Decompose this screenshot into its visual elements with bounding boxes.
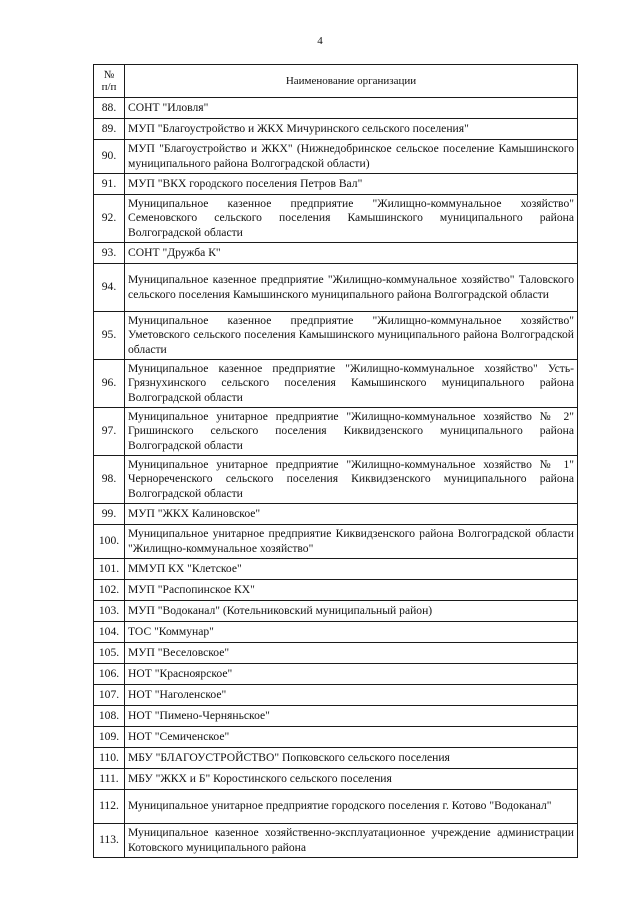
organization-name: МУП "ЖКХ Калиновское": [125, 504, 578, 525]
row-number: 109.: [94, 727, 125, 748]
row-number: 95.: [94, 312, 125, 360]
organization-name: МУП "Веселовское": [125, 643, 578, 664]
table-row: [94, 243, 578, 264]
table-row: [94, 408, 578, 456]
organization-name: МУП "Благоустройство и ЖКХ Мичуринского сельского поселения": [125, 119, 578, 140]
row-number: 104.: [94, 622, 125, 643]
table-row: [94, 769, 578, 790]
organization-name: НОТ "Пимено-Черняньское": [125, 706, 578, 727]
organization-name: МУП "ВКХ городского поселения Петров Вал": [125, 174, 578, 195]
organizations-table: [93, 64, 578, 858]
organization-name: МУП "Распопинское КХ": [125, 580, 578, 601]
organization-name: Муниципальное унитарное предприятие "Жилищно-коммунальное хозяйство № 2" Гришинского сельского поселения Киквидзенского муниципального района Волгоградской области: [125, 408, 578, 456]
table-row: [94, 664, 578, 685]
header-number-cell: [94, 65, 125, 98]
table-header-row: [94, 65, 578, 98]
row-number: 102.: [94, 580, 125, 601]
organization-name: Муниципальное казенное предприятие "Жилищно-коммунальное хозяйство" Семеновского сельского поселения Камышинского муниципального района Волгоградской области: [125, 195, 578, 243]
table-row: [94, 98, 578, 119]
organization-name: Муниципальное казенное хозяйственно-эксплуатационное учреждение администрации Котовского муниципального района: [125, 824, 578, 858]
row-number: 101.: [94, 559, 125, 580]
table-row: [94, 580, 578, 601]
row-number: 112.: [94, 790, 125, 824]
organization-name: Муниципальное казенное предприятие "Жилищно-коммунальное хозяйство" Уметовского сельского поселения Камышинского муниципального района Волгоградской области: [125, 312, 578, 360]
row-number: 103.: [94, 601, 125, 622]
row-number: 99.: [94, 504, 125, 525]
header-number-abbr: п/п: [101, 81, 117, 93]
table-row: [94, 706, 578, 727]
organization-name: Муниципальное унитарное предприятие Киквидзенского района Волгоградской области "Жилищно-коммунальное хозяйство": [125, 525, 578, 559]
table-row: [94, 312, 578, 360]
organization-name: СОНТ "Иловля": [125, 98, 578, 119]
row-number: 110.: [94, 748, 125, 769]
table-row: [94, 456, 578, 504]
row-number: 105.: [94, 643, 125, 664]
organization-name: СОНТ "Дружба К": [125, 243, 578, 264]
organization-name: НОТ "Наголенское": [125, 685, 578, 706]
organization-name: МБУ "БЛАГОУСТРОЙСТВО" Попковского сельского поселения: [125, 748, 578, 769]
row-number: 90.: [94, 140, 125, 174]
row-number: 97.: [94, 408, 125, 456]
table-row: [94, 264, 578, 312]
row-number: 108.: [94, 706, 125, 727]
table-row: [94, 685, 578, 706]
organization-name: Муниципальное казенное предприятие "Жилищно-коммунальное хозяйство" Таловского сельского поселения Камышинского муниципального района Волгоградской области: [125, 264, 578, 312]
organization-name: Муниципальное унитарное предприятие городского поселения г. Котово "Водоканал": [125, 790, 578, 824]
table-row: [94, 790, 578, 824]
organization-name: МБУ "ЖКХ и Б" Коростинского сельского поселения: [125, 769, 578, 790]
header-name-cell: Наименование организации: [125, 65, 578, 98]
table-row: [94, 748, 578, 769]
organization-name: МУП "Водоканал" (Котельниковский муниципальный район): [125, 601, 578, 622]
table-row: [94, 504, 578, 525]
row-number: 92.: [94, 195, 125, 243]
table-row: [94, 559, 578, 580]
table-row: [94, 622, 578, 643]
table-row: [94, 525, 578, 559]
organization-name: Муниципальное унитарное предприятие "Жилищно-коммунальное хозяйство № 1" Чернореченского сельского поселения Киквидзенского муниципального района Волгоградской области: [125, 456, 578, 504]
organization-name: НОТ "Красноярское": [125, 664, 578, 685]
row-number: 106.: [94, 664, 125, 685]
organization-name: ТОС "Коммунар": [125, 622, 578, 643]
row-number: 96.: [94, 360, 125, 408]
row-number: 107.: [94, 685, 125, 706]
row-number: 111.: [94, 769, 125, 790]
header-number-sign: №: [103, 69, 115, 81]
row-number: 91.: [94, 174, 125, 195]
page-number: 4: [317, 35, 323, 47]
row-number: 100.: [94, 525, 125, 559]
organization-name: Муниципальное казенное предприятие "Жилищно-коммунальное хозяйство" Усть-Грязнухинского сельского поселения Камышинского муниципального района Волгоградской области: [125, 360, 578, 408]
table-row: [94, 727, 578, 748]
row-number: 94.: [94, 264, 125, 312]
organization-name: МУП "Благоустройство и ЖКХ" (Нижнедобринское сельское поселение Камышинского муниципального района Волгоградской области): [125, 140, 578, 174]
table-row: [94, 195, 578, 243]
table-row: [94, 601, 578, 622]
table-row: [94, 643, 578, 664]
organization-name: НОТ "Семиченское": [125, 727, 578, 748]
row-number: 93.: [94, 243, 125, 264]
table-row: [94, 360, 578, 408]
table-row: [94, 140, 578, 174]
organization-name: ММУП КХ "Клетское": [125, 559, 578, 580]
table-row: [94, 119, 578, 140]
row-number: 98.: [94, 456, 125, 504]
row-number: 113.: [94, 824, 125, 858]
table-row: [94, 174, 578, 195]
table-row: [94, 824, 578, 858]
row-number: 89.: [94, 119, 125, 140]
row-number: 88.: [94, 98, 125, 119]
